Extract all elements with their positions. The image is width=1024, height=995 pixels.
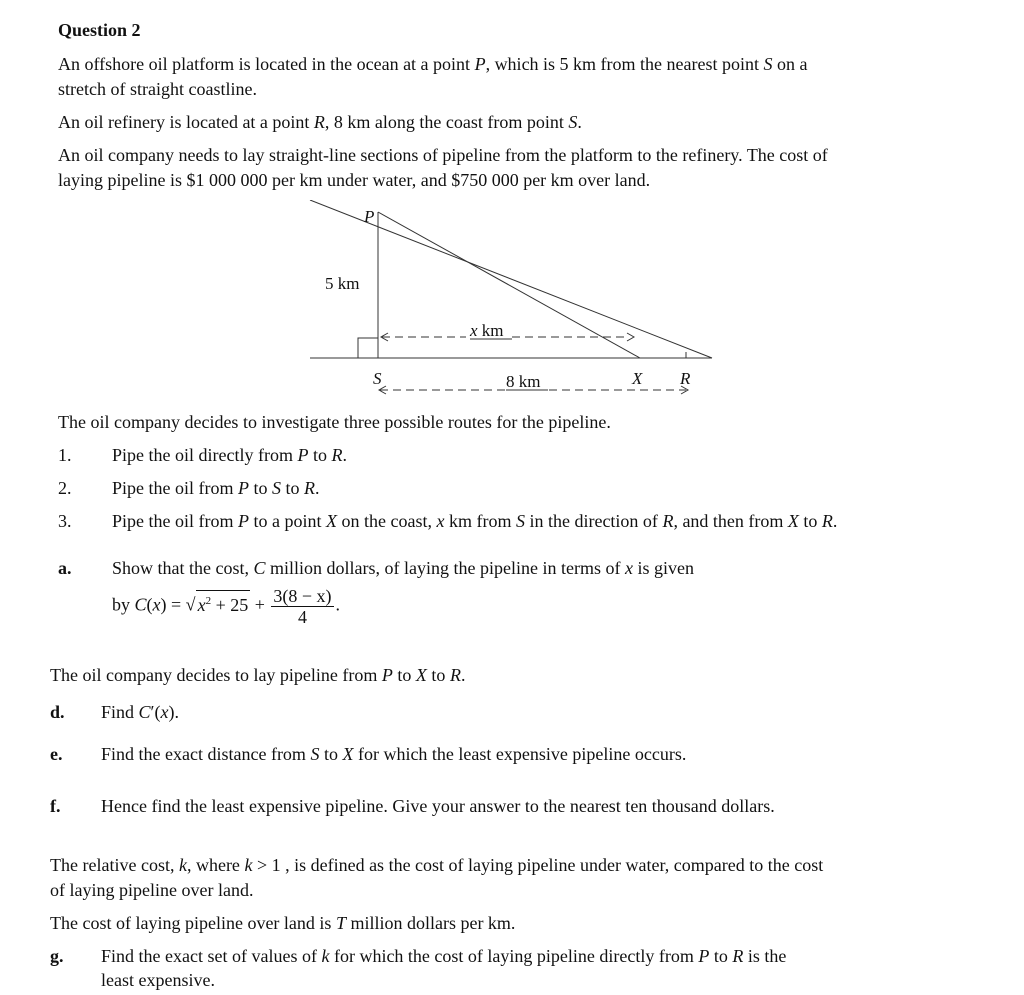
- part-d-label: d.: [50, 702, 65, 722]
- part-f-text: Hence find the least expensive pipeline. Give your answer to the nearest ten thousand dollars.: [101, 796, 775, 816]
- relative-cost-line-3: The cost of laying pipeline over land is T million dollars per km.: [50, 913, 516, 933]
- label-r: R: [680, 369, 691, 388]
- part-a-label: a.: [58, 558, 72, 578]
- part-e-text: Find the exact distance from S to X for which the least expensive pipeline occurs.: [101, 744, 687, 764]
- label-8km: 8 km: [506, 372, 541, 391]
- relative-cost-line-2: of laying pipeline over land.: [50, 880, 254, 900]
- label-x-km: x km: [470, 321, 504, 340]
- intro-paragraph-3-line-2: laying pipeline is $1 000 000 per km under water, and $750 000 per km over land.: [58, 170, 651, 190]
- relative-cost-line-1: The relative cost, k, where k > 1 , is defined as the cost of laying pipeline under water, compared to the cost: [50, 855, 824, 875]
- part-a-formula: by C(x) = √ $x^2 + 25$ + $\frac{3(8 - x)}{4}$ .: [112, 586, 341, 627]
- part-f-label: f.: [50, 796, 61, 816]
- part-a-text: Show that the cost, C million dollars, of laying the pipeline in terms of x is given: [112, 558, 694, 578]
- intro-paragraph-1-line-1: An offshore oil platform is located in the ocean at a point P, which is 5 km from the nearest point S on a: [58, 54, 808, 74]
- pipeline-diagram: [300, 200, 730, 400]
- part-g-label: g.: [50, 946, 64, 966]
- route-1-text: Pipe the oil directly from P to R.: [112, 445, 347, 465]
- route-3-text: Pipe the oil from P to a point X on the coast, x km from S in the direction of R, and then from X to R.: [112, 511, 838, 531]
- question-title: Question 2: [58, 20, 141, 40]
- right-angle-marker: [358, 338, 378, 358]
- route-2-text: Pipe the oil from P to S to R.: [112, 478, 320, 498]
- route-2-number: 2.: [58, 478, 72, 498]
- intro-paragraph-2: An oil refinery is located at a point R, 8 km along the coast from point S.: [58, 112, 582, 132]
- label-5km: 5 km: [325, 274, 360, 293]
- part-g-line-2: least expensive.: [101, 970, 215, 990]
- arrowhead-right: [627, 333, 634, 341]
- part-g-line-1: Find the exact set of values of k for which the cost of laying pipeline directly from P to R is the: [101, 946, 787, 966]
- label-p: P: [364, 207, 375, 226]
- part-d-text: Find C′(x).: [101, 702, 179, 722]
- label-s: S: [373, 369, 382, 388]
- routes-intro: The oil company decides to investigate three possible routes for the pipeline.: [58, 412, 611, 432]
- route-3-number: 3.: [58, 511, 72, 531]
- intro-paragraph-3-line-1: An oil company needs to lay straight-line sections of pipeline from the platform to the refinery. The cost of: [58, 145, 828, 165]
- decision-text: The oil company decides to lay pipeline from P to X to R.: [50, 665, 466, 685]
- part-e-label: e.: [50, 744, 63, 764]
- route-1-number: 1.: [58, 445, 72, 465]
- intro-paragraph-1-line-2: stretch of straight coastline.: [58, 79, 257, 99]
- label-x: X: [632, 369, 643, 388]
